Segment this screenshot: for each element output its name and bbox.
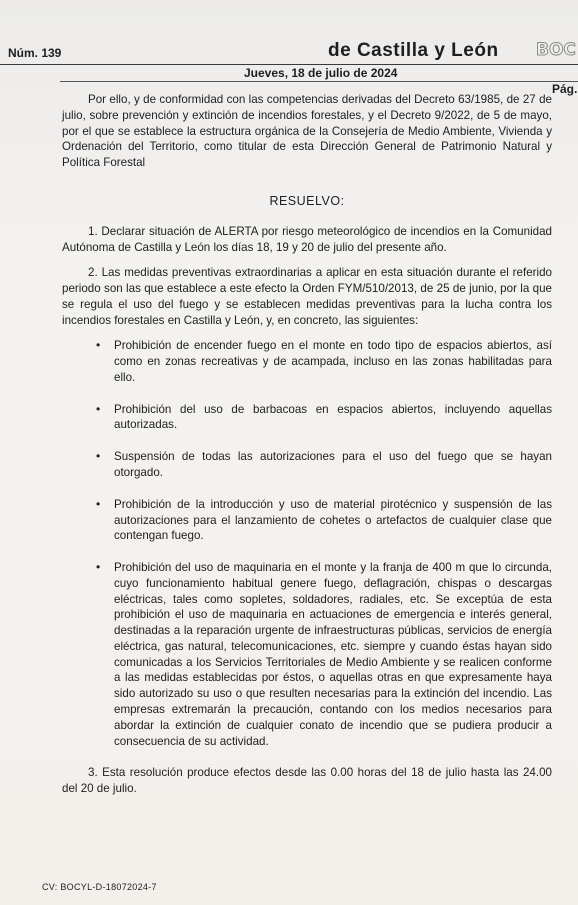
document-body bbox=[62, 92, 552, 807]
publication-date: Jueves, 18 de julio de 2024 bbox=[244, 66, 398, 80]
issue-number: Núm. 139 bbox=[8, 46, 62, 60]
intro-paragraph: Por ello, y de conformidad con las competencias derivadas del Decreto 63/1985, de 27 de julio, sobre prevención y extinción de incendios forestales, y el Decreto 9/2022, de 5 de mayo, por el que se establece la estructura orgánica de la Consejería de Medio Ambiente, Vivienda y Ordenación del Territorio, como titular de esta Dirección General de Patrimonio Natural y Política Forestal bbox=[62, 93, 552, 170]
bulletin-header bbox=[0, 38, 578, 65]
list-item bbox=[96, 560, 552, 749]
point-1: 1. Declarar situación de ALERTA por riesgo meteorológico de incendios en la Comunidad Autónoma de Castilla y León los días 18, 19 y 20 de julio del presente año. bbox=[62, 224, 552, 254]
resolution-heading: RESUELVO: bbox=[269, 193, 345, 208]
bullet-icon: • bbox=[96, 338, 101, 353]
point-2: 2. Las medidas preventivas extraordinarias a aplicar en esta situación durante el referido periodo son las que establece a este efecto la Orden FYM/510/2013, de 25 de junio, por la que se regula el uso del fuego y se establecen medidas preventivas para la lucha contra los incendios forestales en Castilla y León, y, en concreto, las siguientes: bbox=[62, 266, 552, 327]
point-3: 3. Esta resolución produce efectos desde las 0.00 horas del 18 de julio hasta las 24.00 del 20 de julio. bbox=[62, 766, 552, 796]
region-title: de Castilla y León bbox=[328, 40, 499, 61]
document-cv-code: CV: BOCYL-D-18072024-7 bbox=[42, 882, 157, 892]
list-item bbox=[96, 338, 552, 385]
measure-text: Suspensión de todas las autorizaciones para el uso del fuego que se hayan otorgado. bbox=[114, 450, 552, 480]
measure-text: Prohibición del uso de maquinaria en el monte y la franja de 400 m que lo circunda, cuyo funcionamiento habitual genere fuego, deflagración, chispas o descargas eléctricas, tales como sopletes, soldadores, radiales, etc. Se exceptúa de esta prohibición el uso de maquinaria en actuaciones de emergencia e interés general, destinadas a la reparación urgente de infraestructuras públicas, servicios de energía eléctrica, gas natural, telecomunicaciones, etc. siempre y cuando éstas hayan sido comunicadas a los Servicios Territoriales de Medio Ambiente y se realicen conforme a las medidas establecidas por éstos, o aquellas otras en que expresamente haya sido autorizado su uso o que resulten necesarias para la extinción del incendio. Las empresas extremarán la precaución, contando con los medios necesarios para abordar la extinción de cualquier conato de incendio que se pudiera producir a consecuencia de su actividad. bbox=[114, 561, 552, 748]
list-item bbox=[96, 449, 552, 481]
bullet-icon: • bbox=[96, 496, 101, 511]
list-item bbox=[96, 497, 552, 544]
bullet-icon: • bbox=[96, 449, 101, 464]
bullet-icon: • bbox=[96, 401, 101, 416]
measure-text: Prohibición de encender fuego en el monte en todo tipo de espacios abiertos, así como en zonas recreativas y de acampada, incluso en las zonas habilitadas para ello. bbox=[114, 339, 552, 384]
list-item bbox=[96, 402, 552, 434]
measures-list bbox=[62, 338, 552, 749]
bulletin-logo: BOC bbox=[536, 40, 576, 60]
bullet-icon: • bbox=[96, 560, 101, 575]
measure-text: Prohibición del uso de barbacoas en espacios abiertos, incluyendo aquellas autorizadas. bbox=[114, 402, 552, 432]
measure-text: Prohibición de la introducción y uso de material pirotécnico y suspensión de las autorizaciones para el lanzamiento de cohetes o artefactos de cualquier clase que contengan fuego. bbox=[114, 497, 552, 543]
page-label: Pág. bbox=[552, 82, 578, 96]
header-divider bbox=[60, 81, 578, 82]
